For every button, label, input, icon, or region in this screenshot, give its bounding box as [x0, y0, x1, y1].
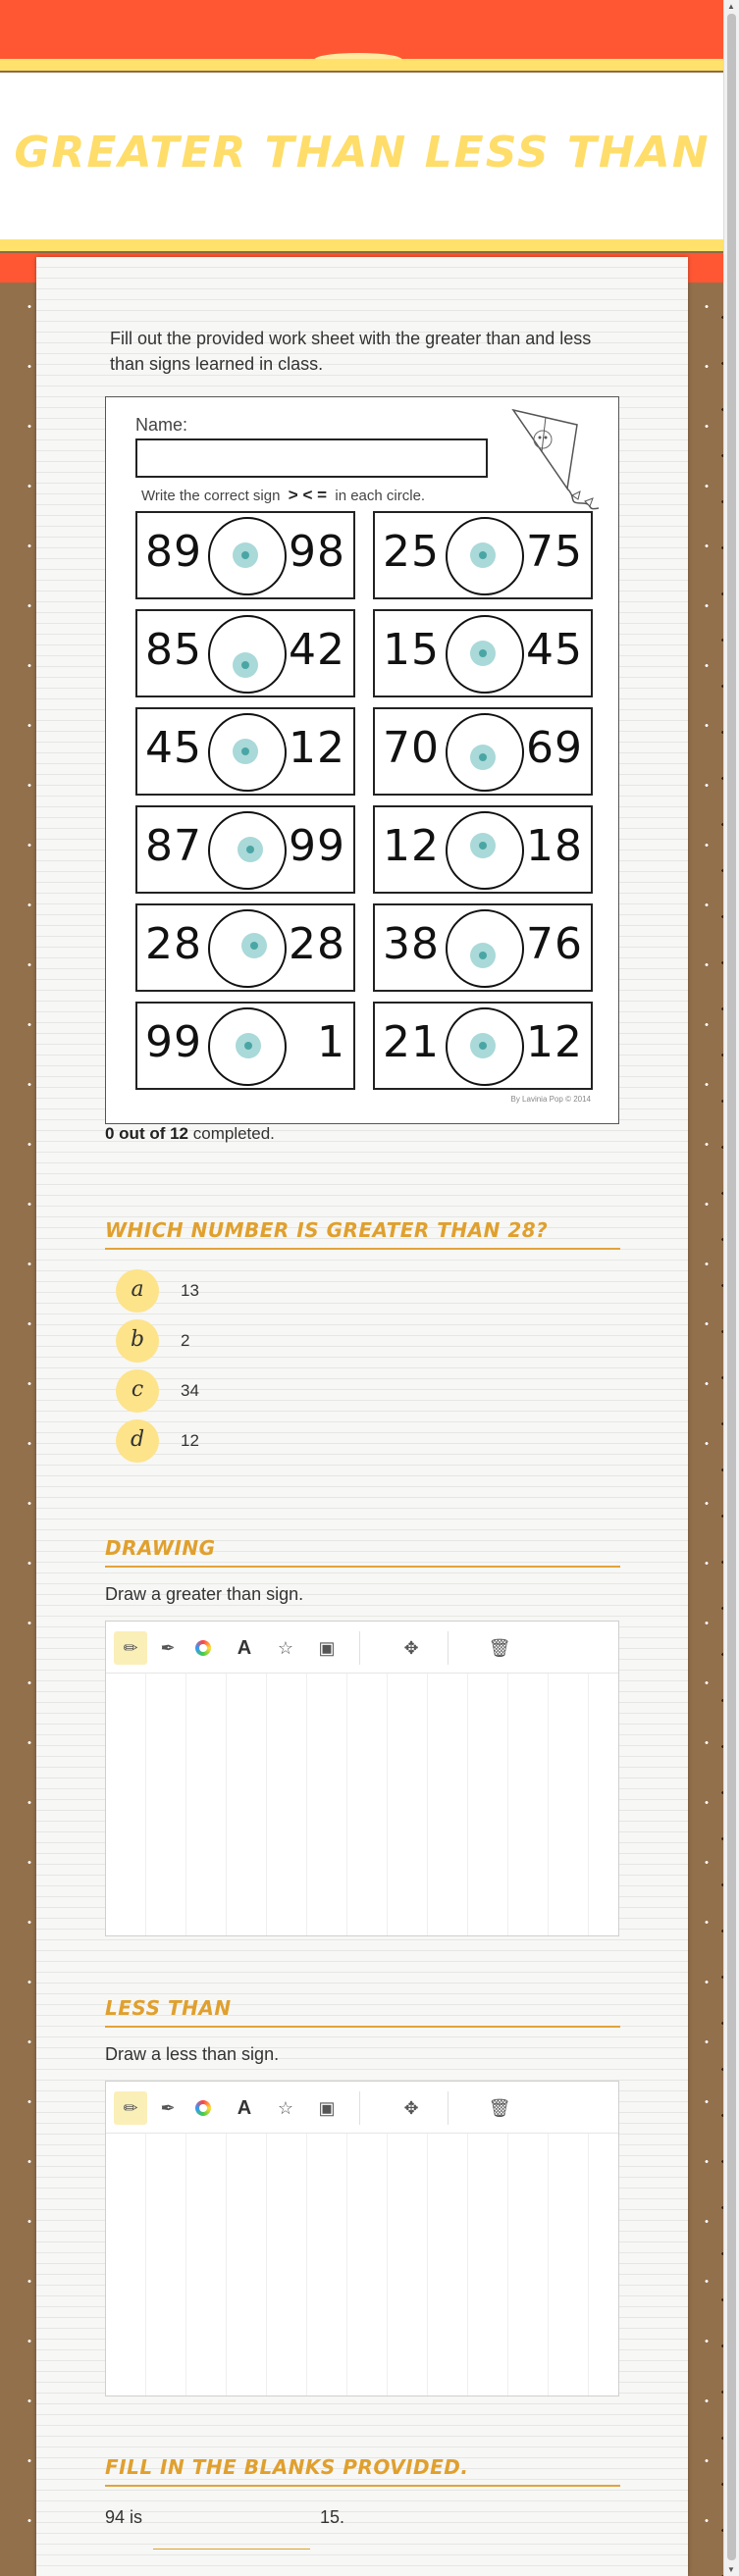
- answer-hotspot[interactable]: [238, 837, 263, 862]
- right-number: 98: [289, 527, 345, 577]
- left-number: 38: [383, 919, 440, 969]
- comparison-cell: [135, 707, 355, 796]
- header-stripe: [0, 239, 724, 251]
- right-number: 99: [289, 821, 345, 871]
- choice-letter: d: [116, 1419, 159, 1463]
- left-number: 12: [383, 821, 440, 871]
- left-number: 70: [383, 723, 440, 773]
- drawing-canvas[interactable]: [105, 1621, 619, 1936]
- trash-icon[interactable]: 🗑: [488, 2098, 511, 2118]
- name-label: Name:: [135, 415, 188, 435]
- star-icon[interactable]: ☆: [277, 2098, 294, 2118]
- drawing-section-title: LESS THAN: [105, 1996, 620, 2028]
- toolbar-divider: [359, 1631, 360, 1665]
- comparison-cell: [135, 805, 355, 894]
- blank-prefix: 94 is: [105, 2507, 143, 2527]
- answer-circle: [208, 615, 287, 694]
- name-box: [135, 438, 488, 478]
- answer-circle: [208, 517, 287, 595]
- left-number: 25: [383, 527, 440, 577]
- left-number: 89: [145, 527, 202, 577]
- header-stripe: [0, 59, 724, 71]
- choice-letter: b: [116, 1319, 159, 1363]
- comparison-cell: [135, 903, 355, 992]
- answer-circle: [208, 811, 287, 890]
- answer-circle: [208, 909, 287, 988]
- blanks-section-title: FILL IN THE BLANKS PROVIDED.: [105, 2455, 620, 2487]
- scroll-up-icon[interactable]: ▲: [727, 2, 735, 11]
- pencil-icon[interactable]: ✏: [114, 2091, 147, 2125]
- left-number: 99: [145, 1017, 202, 1067]
- worksheet-credit: By Lavinia Pop © 2014: [510, 1095, 591, 1104]
- move-icon[interactable]: ✥: [403, 1638, 419, 1658]
- answer-circle: [446, 713, 524, 792]
- drawing-toolbar: [106, 1622, 618, 1674]
- image-icon[interactable]: ▣: [318, 1638, 336, 1658]
- drawing-prompt: Draw a greater than sign.: [105, 1584, 304, 1604]
- answer-circle: [446, 1007, 524, 1086]
- comparison-cell: [373, 903, 593, 992]
- drawing-toolbar: [106, 2082, 618, 2134]
- answer-circle: [446, 517, 524, 595]
- kite-icon: [508, 405, 602, 513]
- choice-letter: a: [116, 1269, 159, 1313]
- progress-text: [105, 1124, 275, 1144]
- answer-circle: [446, 909, 524, 988]
- right-number: 45: [526, 625, 583, 675]
- worksheet-instruction: [141, 486, 425, 505]
- question-title: WHICH NUMBER IS GREATER THAN 28?: [105, 1218, 620, 1250]
- right-number: 75: [526, 527, 583, 577]
- answer-hotspot[interactable]: [470, 1033, 496, 1058]
- right-number: 69: [526, 723, 583, 773]
- progress-count: 0 out of 12: [105, 1124, 189, 1143]
- left-number: 85: [145, 625, 202, 675]
- image-icon[interactable]: ▣: [318, 2098, 336, 2118]
- answer-hotspot[interactable]: [470, 745, 496, 770]
- right-number: 18: [526, 821, 583, 871]
- scroll-thumb[interactable]: [727, 14, 736, 2560]
- choice-text: 34: [181, 1381, 199, 1400]
- right-number: 76: [526, 919, 583, 969]
- answer-hotspot[interactable]: [241, 933, 267, 958]
- move-icon[interactable]: ✥: [403, 2098, 419, 2118]
- answer-circle: [446, 615, 524, 694]
- comparison-cell: [373, 805, 593, 894]
- answer-circle: [446, 811, 524, 890]
- page-title: GREATER THAN LESS THAN: [14, 128, 711, 178]
- comparison-cell: [373, 1002, 593, 1090]
- star-icon[interactable]: ☆: [277, 1638, 294, 1658]
- right-number: 12: [526, 1017, 583, 1067]
- left-number: 45: [145, 723, 202, 773]
- answer-hotspot[interactable]: [233, 542, 258, 568]
- left-number: 28: [145, 919, 202, 969]
- trash-icon[interactable]: 🗑: [488, 1638, 511, 1658]
- pencil-icon[interactable]: ✏: [114, 1631, 147, 1665]
- right-number: 42: [289, 625, 345, 675]
- answer-hotspot[interactable]: [236, 1033, 261, 1058]
- instruction-end: in each circle.: [335, 488, 426, 504]
- answer-hotspot[interactable]: [233, 739, 258, 764]
- scrollbar[interactable]: [723, 0, 739, 2576]
- comparison-cell: [373, 707, 593, 796]
- text-icon[interactable]: A: [237, 2097, 252, 2119]
- worksheet-image: [105, 396, 619, 1124]
- scroll-down-icon[interactable]: ▼: [727, 2565, 735, 2574]
- toolbar-divider: [448, 2091, 449, 2125]
- choice-text: 12: [181, 1431, 199, 1450]
- intro-text: Fill out the provided work sheet with the greater than and less than signs learned in class.: [110, 329, 592, 374]
- color-wheel-icon[interactable]: [186, 1631, 220, 1665]
- left-number: 21: [383, 1017, 440, 1067]
- answer-circle: [208, 713, 287, 792]
- instruction-signs: > < =: [288, 486, 328, 504]
- choice-letter: c: [116, 1369, 159, 1413]
- answer-hotspot[interactable]: [470, 833, 496, 858]
- comparison-cell: [135, 1002, 355, 1090]
- comparison-cell: [135, 511, 355, 599]
- right-number: 12: [289, 723, 345, 773]
- drawing-section-title: DRAWING: [105, 1536, 620, 1568]
- left-number: 15: [383, 625, 440, 675]
- toolbar-divider: [448, 1631, 449, 1665]
- answer-hotspot[interactable]: [233, 652, 258, 678]
- blank-input[interactable]: [153, 2529, 310, 2550]
- header-band: [0, 0, 724, 59]
- comparison-cell: [373, 511, 593, 599]
- choice-text: 2: [181, 1331, 190, 1350]
- brush-icon[interactable]: ✒: [160, 1638, 176, 1658]
- right-number: 28: [289, 919, 345, 969]
- comparison-cell: [373, 609, 593, 697]
- answer-hotspot[interactable]: [470, 641, 496, 666]
- instruction-start: Write the correct sign: [141, 488, 281, 504]
- blank-suffix: 15.: [320, 2507, 345, 2527]
- choice-text: 13: [181, 1281, 199, 1300]
- drawing-canvas[interactable]: [105, 2081, 619, 2396]
- toolbar-divider: [359, 2091, 360, 2125]
- progress-suffix: completed.: [192, 1124, 275, 1143]
- answer-hotspot[interactable]: [470, 542, 496, 568]
- answer-hotspot[interactable]: [470, 943, 496, 968]
- left-number: 87: [145, 821, 202, 871]
- drawing-prompt: Draw a less than sign.: [105, 2044, 280, 2064]
- text-icon[interactable]: A: [237, 1637, 252, 1659]
- answer-circle: [208, 1007, 287, 1086]
- color-wheel-icon[interactable]: [186, 2091, 220, 2125]
- brush-icon[interactable]: ✒: [160, 2098, 176, 2118]
- comparison-cell: [135, 609, 355, 697]
- right-number: 1: [317, 1017, 345, 1067]
